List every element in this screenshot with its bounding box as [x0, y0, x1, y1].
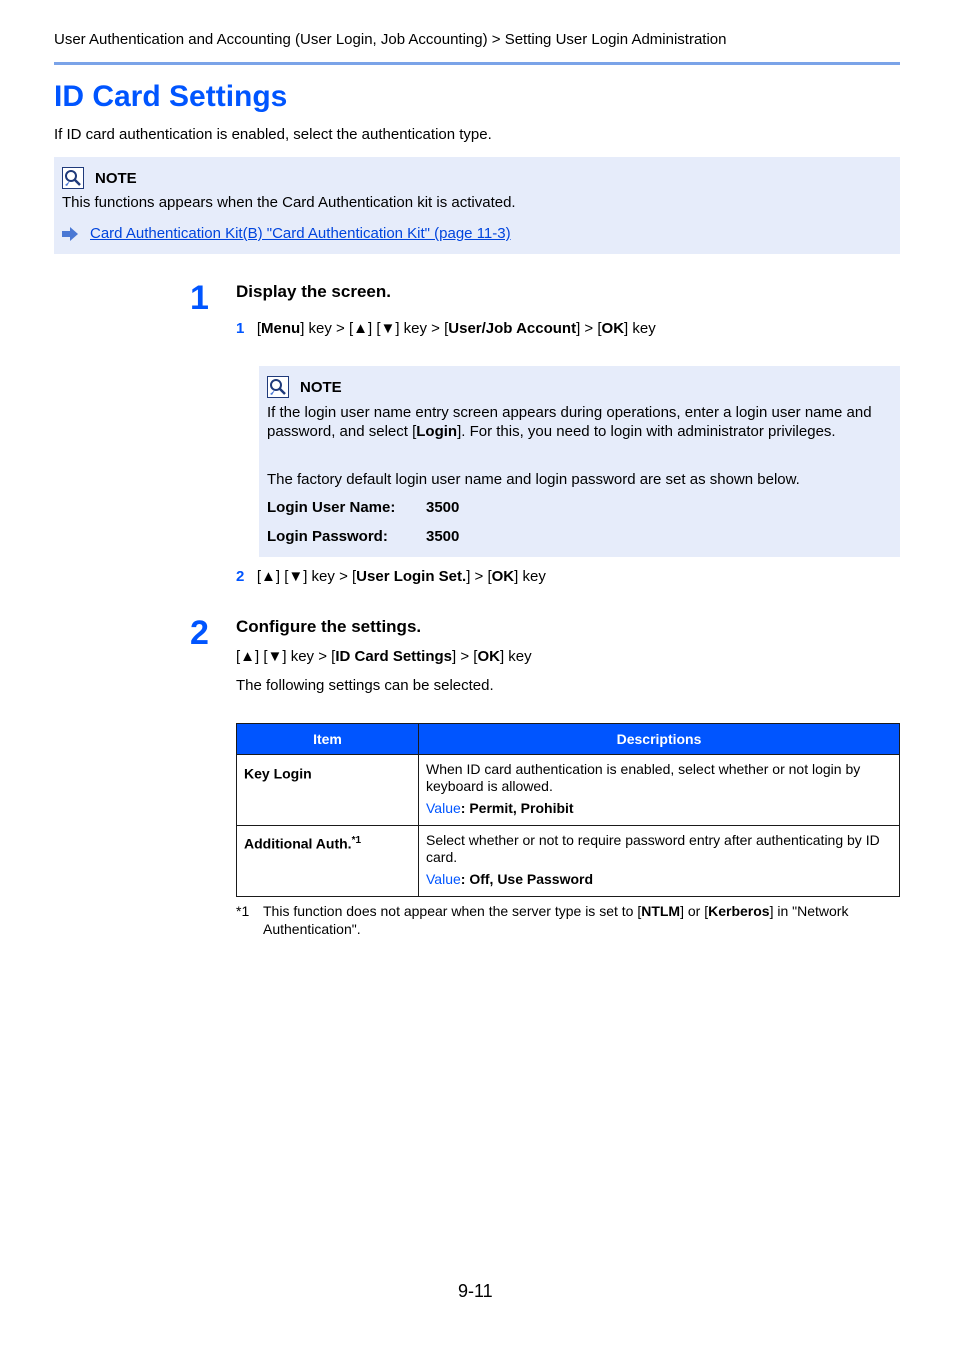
- text: ] key: [499, 648, 532, 665]
- step-number-1: 1: [190, 279, 209, 317]
- text: [: [256, 320, 262, 337]
- step-2-followup: The following settings can be selected.: [236, 677, 494, 694]
- item-name: Additional Auth.: [244, 835, 352, 852]
- card-auth-kit-link[interactable]: Card Authentication Kit(B) "Card Authentication Kit" (page 11-3): [90, 225, 511, 242]
- login-password-label: Login Password:: [267, 528, 388, 545]
- column-header-descriptions: Descriptions: [419, 724, 900, 755]
- footnote-mark: *1: [236, 903, 250, 919]
- value-options: : Permit, Prohibit: [460, 800, 574, 816]
- login-password-value: 3500: [426, 528, 460, 545]
- text: ] key > [▲] [▼] key > [: [300, 320, 449, 337]
- note-text-login: [267, 403, 892, 441]
- page-title: ID Card Settings: [54, 80, 288, 113]
- substep-1-2: [236, 568, 546, 585]
- note-box: [54, 157, 900, 254]
- text: ] or [: [680, 903, 709, 919]
- ntlm-option: NTLM: [641, 903, 681, 919]
- note-icon: [62, 167, 84, 189]
- login-username-label: Login User Name:: [267, 499, 396, 516]
- text: [▲] [▼] key > [: [236, 648, 336, 665]
- ok-key: OK: [601, 320, 625, 337]
- note-label: NOTE: [95, 169, 137, 187]
- ok-key: OK: [477, 648, 500, 665]
- note-icon: [267, 376, 289, 398]
- login-note-box: [259, 366, 900, 557]
- user-job-account-key: User/Job Account: [448, 320, 577, 337]
- note-text: This functions appears when the Card Authentication kit is activated.: [62, 194, 516, 211]
- login-key: Login: [416, 423, 458, 440]
- note-text-defaults: The factory default login user name and login password are set as shown below.: [267, 471, 800, 488]
- intro-text: If ID card authentication is enabled, select the authentication type.: [54, 126, 492, 143]
- note-label: NOTE: [300, 378, 342, 396]
- step-title-2: Configure the settings.: [236, 617, 422, 636]
- ok-key: OK: [491, 568, 515, 585]
- table-row: [237, 826, 900, 897]
- value-label: Value: [426, 871, 461, 887]
- substep-number: 2: [236, 568, 245, 585]
- footnote-text: [263, 902, 893, 938]
- step-2-instruction: [236, 648, 532, 665]
- page-number: 9-11: [458, 1281, 493, 1301]
- id-card-settings-key: ID Card Settings: [335, 648, 452, 665]
- text: ] > [: [466, 568, 492, 585]
- step-number-2: 2: [190, 614, 209, 652]
- text: ] > [: [452, 648, 478, 665]
- kerberos-option: Kerberos: [708, 903, 770, 919]
- substep-1-1: [236, 320, 656, 337]
- column-header-item: Item: [237, 724, 419, 755]
- table-cell-description: [419, 755, 900, 826]
- description-text: Select whether or not to require password entry after authenticating by ID card.: [426, 832, 880, 865]
- arrow-right-icon: [62, 227, 78, 241]
- footnote-ref: *1: [351, 835, 362, 846]
- step-title-1: Display the screen.: [236, 282, 391, 301]
- header-rule: [54, 62, 900, 65]
- value-options: : Off, Use Password: [460, 871, 594, 887]
- text: ]. For this, you need to login with administrator privileges.: [457, 423, 836, 440]
- text: This function does not appear when the server type is set to [: [263, 903, 642, 919]
- menu-key: Menu: [261, 320, 301, 337]
- text: [▲] [▼] key > [: [256, 568, 357, 585]
- text: ] key: [624, 320, 656, 337]
- description-text: When ID card authentication is enabled, select whether or not login by keyboard is allowed.: [426, 761, 861, 794]
- user-login-set-key: User Login Set.: [356, 568, 467, 585]
- substep-number: 1: [236, 320, 245, 337]
- text: ] key: [514, 568, 546, 585]
- breadcrumb: User Authentication and Accounting (User Login, Job Accounting) > Setting User Login Administration: [54, 31, 727, 48]
- table-cell-item: [237, 755, 419, 826]
- text: ] in "Network Authentication".: [263, 903, 849, 937]
- table-row: [237, 755, 900, 826]
- item-name: Key Login: [244, 765, 312, 782]
- text: ] > [: [576, 320, 602, 337]
- value-label: Value: [426, 800, 461, 816]
- table-cell-item: [237, 826, 419, 897]
- login-username-value: 3500: [426, 499, 460, 516]
- table-header-row: [237, 724, 900, 755]
- text: If the login user name entry screen appears during operations, enter a login user name and password, and select [: [267, 404, 872, 440]
- settings-table: [236, 723, 900, 897]
- table-cell-description: [419, 826, 900, 897]
